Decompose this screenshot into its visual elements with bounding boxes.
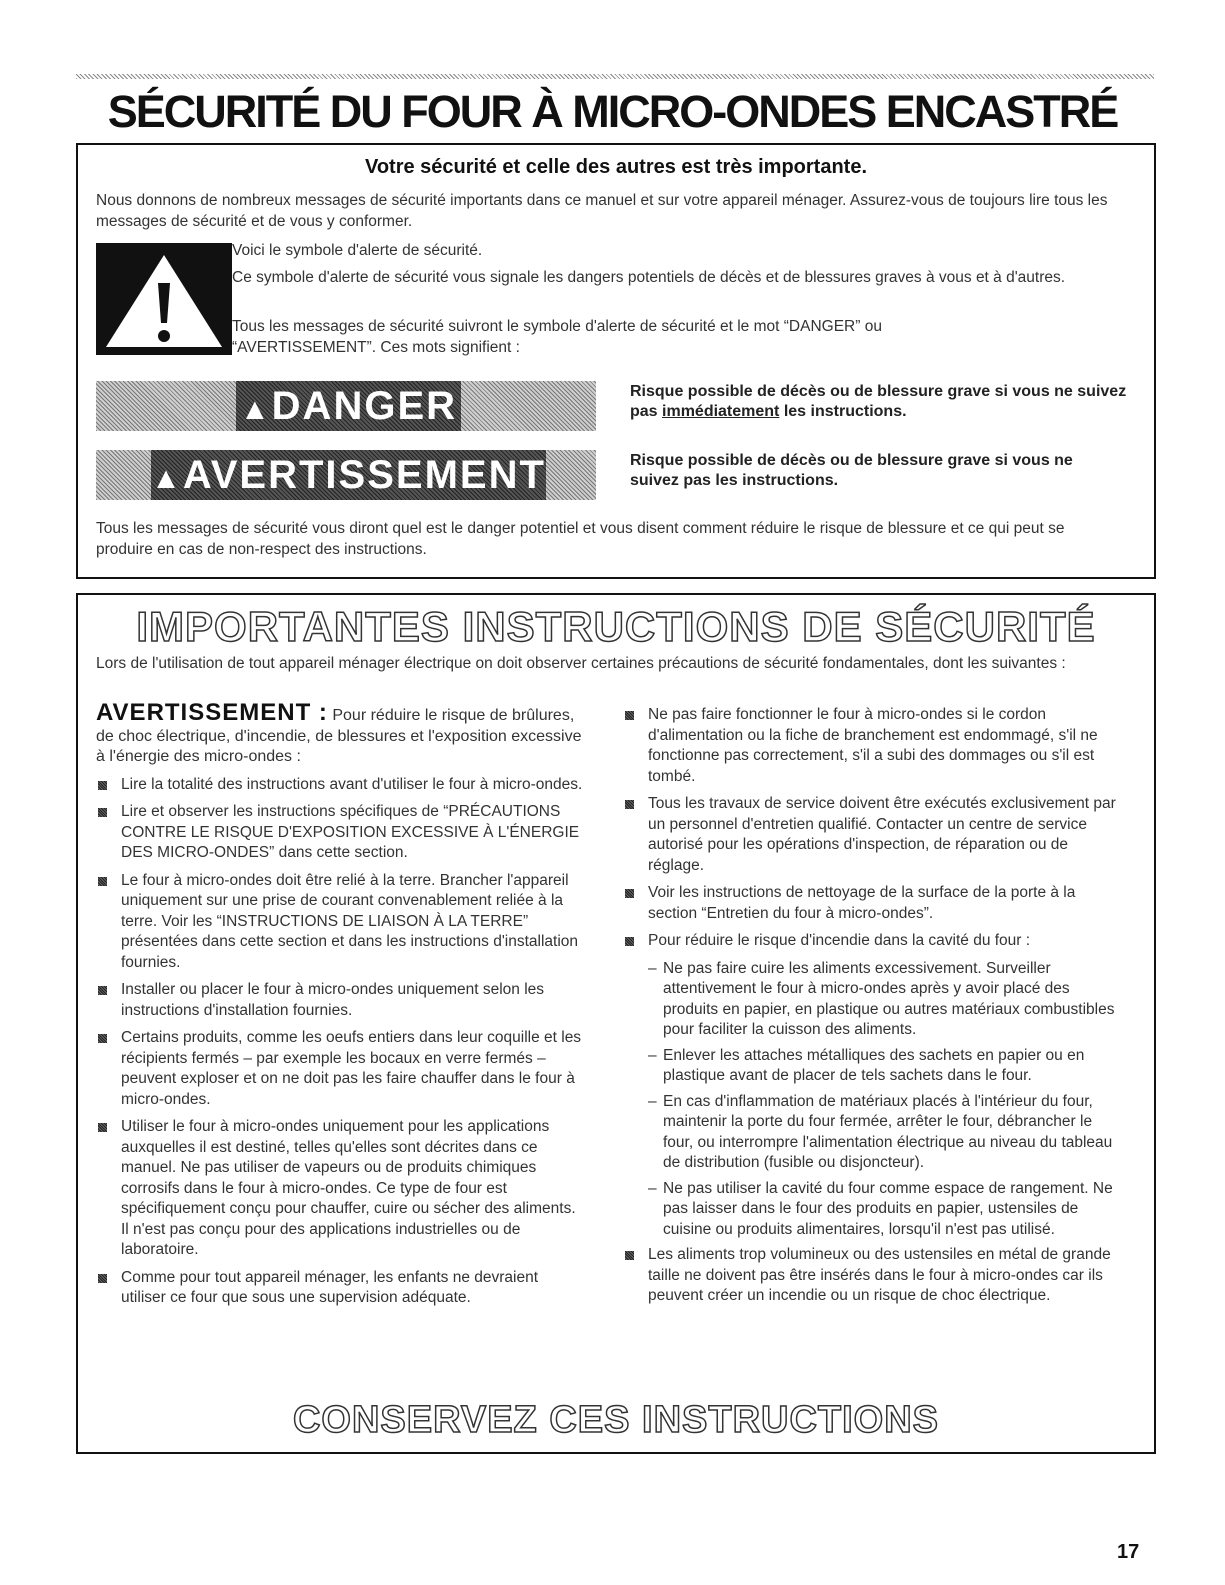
safety-heading: Votre sécurité et celle des autres est très importante. <box>364 156 868 178</box>
safety-intro: Nous donnons de nombreux messages de sécurité importants dans ce manuel et sur votre appareil ménager. Assurez-vous de toujours lire tous les messages de sécurité et de vous y conformer. <box>96 192 1108 230</box>
page-title: SÉCURITÉ DU FOUR À MICRO-ONDES ENCASTRÉ <box>107 86 1118 137</box>
list-item: Utiliser le four à micro-ondes uniquement pour les applications auxquelles il est destiné, telles qu'elles sont décrites dans ce manuel. Ne pas utiliser de vapeurs ou de produits chimiques corrosifs dans le four à micro-ondes. Ce type de four est spécifiquement conçu pour chauffer, cuire ou sécher des aliments. Il n'est pas conçu pour des applications industrielles ou de laboratoire. <box>96 1117 586 1261</box>
warning-paragraph <box>96 699 586 768</box>
important-instructions-box <box>76 593 1156 1454</box>
danger-signal-bar <box>96 381 596 431</box>
warning-signal-bar <box>96 450 596 500</box>
list-item: Lire et observer les instructions spécifiques de “PRÉCAUTIONS CONTRE LE RISQUE D'EXPOSITION EXCESSIVE À L'ÉNERGIE DES MICRO-ONDES” dans cette section. <box>96 802 586 864</box>
safety-symbol-box <box>76 143 1156 579</box>
danger-description: Risque possible de décès ou de blessure grave si vous ne suivez pas immédiatement les instructions. <box>630 383 1127 420</box>
list-item: Certains produits, comme les oeufs entiers dans leur coquille et les récipients fermés – par exemple les bocaux en verre fermés – peuvent exploser et on ne doit pas les faire chauffer dans le four à micro-ondes. <box>96 1028 586 1110</box>
list-item: Les aliments trop volumineux ou des ustensiles en métal de grande taille ne doivent pas être insérés dans le four à micro-ondes car ils peuvent créer un incendie ou un risque de choc électrique. <box>623 1245 1123 1307</box>
instructions-intro: Lors de l'utilisation de tout appareil ménager électrique on doit observer certaines précautions de sécurité fondamentales, dont les suivantes : <box>96 655 1066 672</box>
symbol-description: Ce symbole d'alerte de sécurité vous signale les dangers potentiels de décès et de blessures graves à vous et à d'autres. <box>232 269 1066 286</box>
warning-triangle-icon: ▲ <box>151 462 183 495</box>
warning-label: ▲AVERTISSEMENT <box>151 450 546 500</box>
right-bullet-list <box>623 705 1123 1307</box>
warning-triangle-icon: ▲ <box>239 393 272 426</box>
right-column <box>623 705 1123 1314</box>
list-item: Le four à micro-ondes doit être relié à la terre. Brancher l'appareil uniquement sur une prise de courant convenablement reliée à la terre. Voir les “INSTRUCTIONS DE LIAISON À LA TERRE” présentées dans cette section et dans les instructions d'installation fournies. <box>96 871 586 974</box>
safety-alert-icon <box>96 243 232 355</box>
left-bullet-list <box>96 775 586 1309</box>
list-item: Tous les travaux de service doivent être exécutés exclusivement par un personnel d'entretien qualifié. Contacter un centre de service autorisé pour les opérations d'inspection, de réparation ou de réglage. <box>623 794 1123 876</box>
list-item: Installer ou placer le four à micro-ondes uniquement selon les instructions d'installation fournies. <box>96 980 586 1021</box>
save-instructions-title: CONSERVEZ CES INSTRUCTIONS <box>292 1399 940 1441</box>
signal-words-description: Tous les messages de sécurité suivront le symbole d'alerte de sécurité et le mot “DANGER” ou “AVERTISSEMENT”. Ces mots signifient : <box>232 318 882 356</box>
warning-word: AVERTISSEMENT : <box>96 699 328 726</box>
fire-subitem: – Ne pas utiliser la cavité du four comme espace de rangement. Ne pas laisser dans le four des produits en papier, ustensiles de cuisine ou produits alimentaires, lorsqu'il n'est pas utilisé. <box>623 1179 1123 1241</box>
fire-subitem: – Ne pas faire cuire les aliments excessivement. Surveiller attentivement le four à micro-ondes après y avoir placé des produits en papier, en plastique ou autres matériaux combustibles pour faciliter la cuisson des aliments. <box>623 959 1123 1041</box>
list-item: Ne pas faire fonctionner le four à micro-ondes si le cordon d'alimentation ou la fiche de branchement est endommagé, s'il ne fonctionne pas correctement, s'il a subi des dommages ou s'il est tombé. <box>623 705 1123 787</box>
safety-closing: Tous les messages de sécurité vous diront quel est le danger potentiel et vous disent comment réduire le risque de blessure et ce qui peut se produire en cas de non-respect des instructions. <box>96 520 1065 558</box>
left-column <box>96 699 586 1316</box>
symbol-line: Voici le symbole d'alerte de sécurité. <box>232 242 483 259</box>
fire-subitem: – En cas d'inflammation de matériaux placés à l'intérieur du four, maintenir la porte du four fermée, arrêter le four, débrancher le four, ou interrompre l'alimentation électrique au niveau du tableau de distribution (fusible ou disjoncteur). <box>623 1092 1123 1174</box>
danger-label: ▲DANGER <box>236 381 461 431</box>
fire-subitem: – Enlever les attaches métalliques des sachets en papier ou en plastique avant de placer de tels sachets dans le four. <box>623 1046 1123 1087</box>
instructions-title: IMPORTANTES INSTRUCTIONS DE SÉCURITÉ <box>136 603 1096 650</box>
list-item: Voir les instructions de nettoyage de la surface de la porte à la section “Entretien du four à micro-ondes”. <box>623 883 1123 924</box>
warning-text: Pour réduire le risque de brûlures, de choc électrique, d'incendie, de blessures et l'exposition excessive à l'énergie des micro-ondes : <box>96 707 582 765</box>
list-item: Lire la totalité des instructions avant d'utiliser le four à micro-ondes. <box>96 775 586 796</box>
page-number: 17 <box>1117 1541 1140 1563</box>
list-item: Pour réduire le risque d'incendie dans la cavité du four : <box>623 931 1123 952</box>
warning-description: Risque possible de décès ou de blessure grave si vous ne suivez pas les instructions. <box>630 452 1073 489</box>
list-item: Comme pour tout appareil ménager, les enfants ne devraient utiliser ce four que sous une supervision adéquate. <box>96 1268 586 1309</box>
top-rule <box>76 74 1154 79</box>
